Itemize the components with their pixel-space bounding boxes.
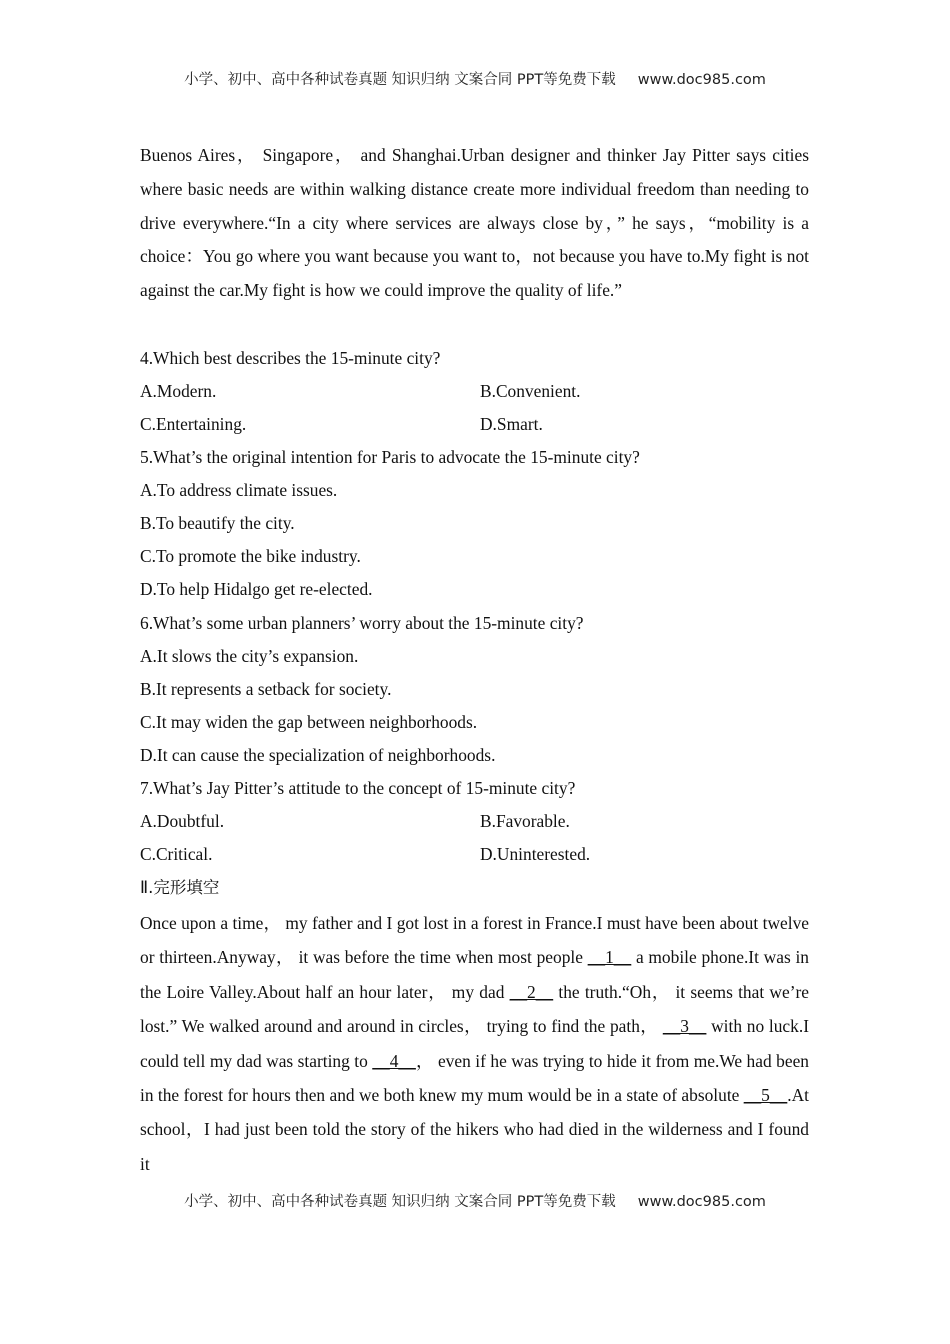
question-5-stem: 5.What’s the original intention for Paris to advocate the 15-minute city? — [140, 447, 640, 467]
cloze-text: a mobile phone.It was in the Loire Valley.About half an hour later， my dad — [140, 947, 810, 1002]
footer-text: 小学、初中、高中各种试卷真题 知识归纳 文案合同 PPT等免费下载 — [184, 1194, 616, 1210]
question-7-option-a: A.Doubtful. — [140, 811, 225, 831]
question-6-stem: 6.What’s some urban planners’ worry about the 15-minute city? — [140, 613, 584, 633]
header-site: www.doc985.com — [637, 72, 766, 88]
question-7-option-d: D.Uninterested. — [480, 844, 591, 864]
cloze-blank-1: __1__ — [587, 947, 632, 968]
page-header — [0, 68, 950, 89]
question-7-option-b: B.Favorable. — [480, 811, 570, 831]
question-6-option-a: A.It slows the city’s expansion. — [140, 646, 359, 666]
cloze-paragraph — [140, 906, 809, 1181]
cloze-text: Once upon a time， my father and I got lost in a forest in France.I must have been about twelve or thirteen.Anyway， it was before the time when most people — [140, 913, 809, 968]
question-4-option-c: C.Entertaining. — [140, 414, 247, 434]
question-4-option-a: A.Modern. — [140, 381, 217, 401]
cloze-blank-5: __5__ — [743, 1085, 788, 1106]
cloze-text: ， even if he was trying to hide it from me.We had been in the forest for hours then and we both knew my mum would be in a state of absolute — [140, 1050, 809, 1106]
question-5-option-d: D.To help Hidalgo get re-elected. — [140, 579, 373, 599]
header-text: 小学、初中、高中各种试卷真题 知识归纳 文案合同 PPT等免费下载 — [184, 72, 616, 88]
question-5-option-a: A.To address climate issues. — [140, 480, 338, 500]
cloze-blank-4: __4__ — [372, 1050, 416, 1071]
question-7-option-c: C.Critical. — [140, 844, 213, 864]
question-6-option-b: B.It represents a setback for society. — [140, 679, 392, 699]
question-5-option-b: B.To beautify the city. — [140, 513, 295, 533]
cloze-blank-2: __2__ — [509, 981, 554, 1002]
question-6-option-d: D.It can cause the specialization of neighborhoods. — [140, 745, 496, 765]
question-6-option-c: C.It may widen the gap between neighborhoods. — [140, 712, 478, 732]
cloze-text: .At school，I had just been told the story of the hikers who had died in the wilderness and I found it — [140, 1085, 809, 1174]
cloze-text: the truth.“Oh， it seems that we’re lost.” We walked around and around in circles， trying to find the path， — [140, 981, 809, 1037]
section-heading: Ⅱ.完形填空 — [140, 878, 220, 897]
footer-site: www.doc985.com — [637, 1194, 766, 1210]
question-4-option-b: B.Convenient. — [480, 381, 581, 401]
question-7-stem: 7.What’s Jay Pitter’s attitude to the concept of 15-minute city? — [140, 778, 576, 798]
page-footer — [0, 1190, 950, 1211]
question-5-option-c: C.To promote the bike industry. — [140, 546, 361, 566]
question-4-option-d: D.Smart. — [480, 414, 543, 434]
cloze-text: with no luck.I could tell my dad was starting to — [140, 1016, 809, 1071]
cloze-blank-3: __3__ — [662, 1016, 707, 1037]
question-4-stem: 4.Which best describes the 15-minute city? — [140, 348, 441, 368]
passage-paragraph: Buenos Aires， Singapore， and Shanghai.Urban designer and thinker Jay Pitter says cities where basic needs are within walking distance create more individual freedom than needing to drive everywhere.“In a city where services are always close by，” he says，“mobility is a choice：You go where you want because you want to，not because you have to.My fight is not against the car.My fight is how we could improve the quality of life.” — [140, 145, 809, 301]
